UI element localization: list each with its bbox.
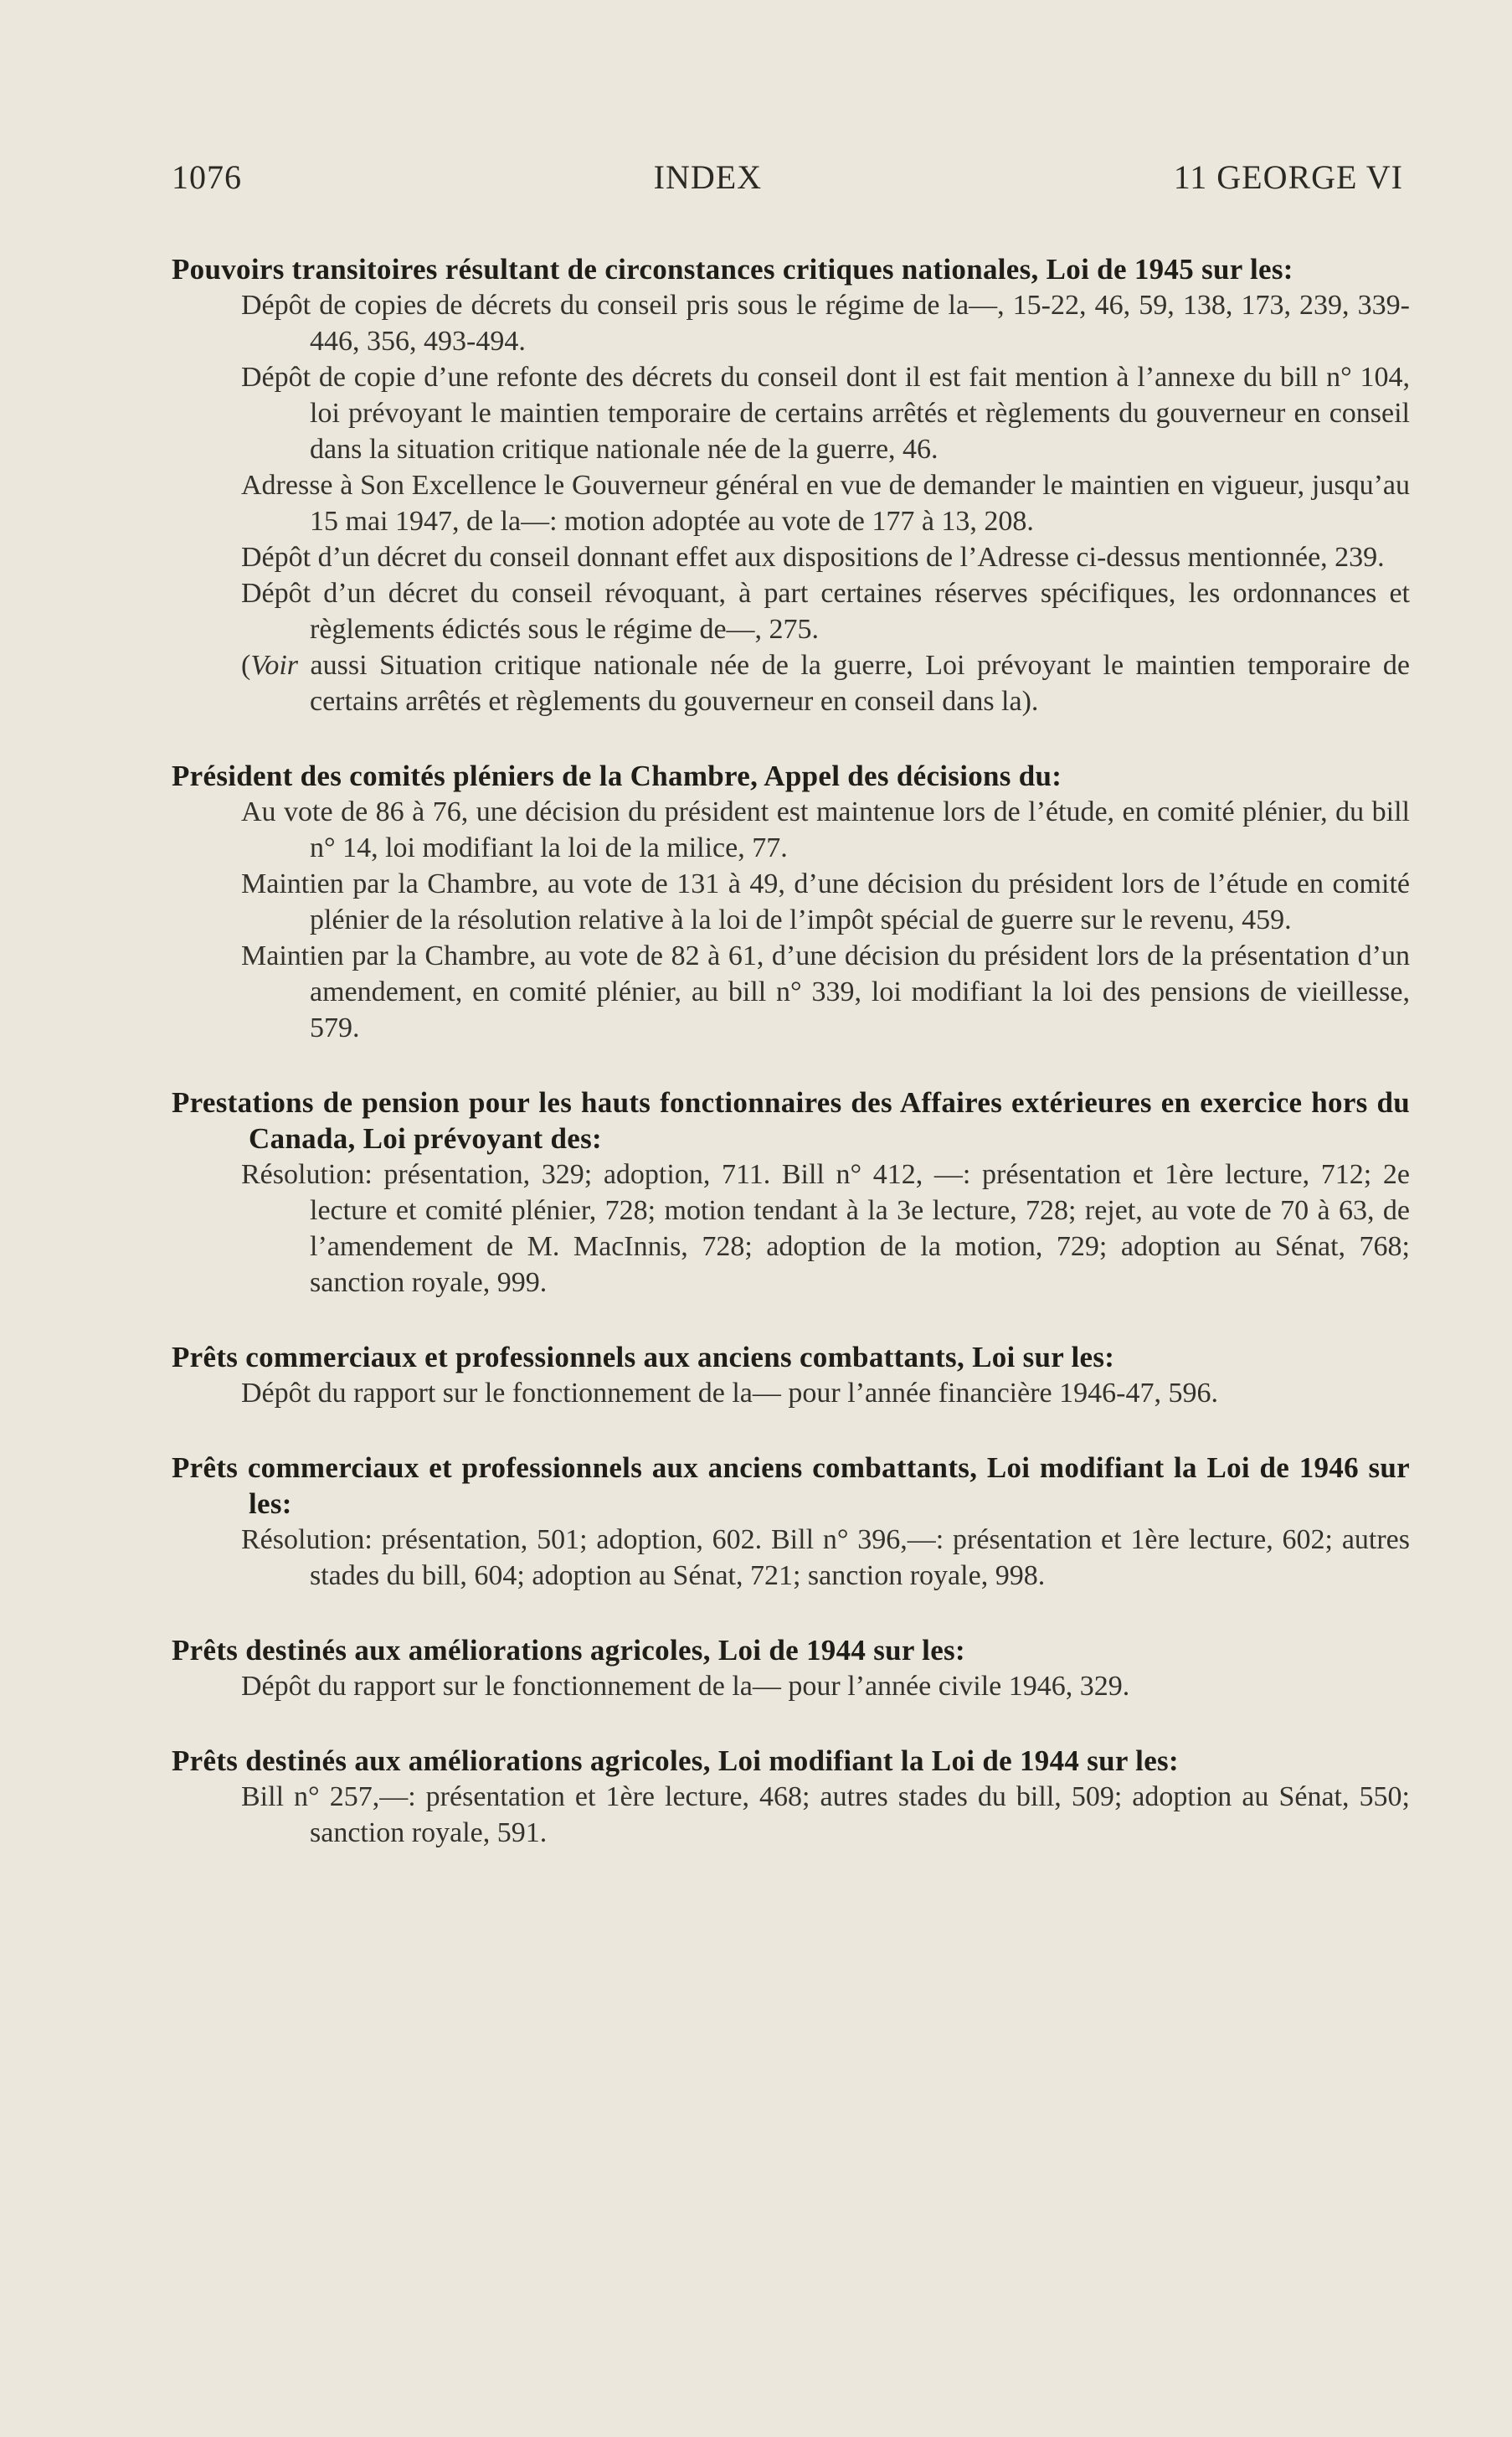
entry-item: Dépôt de copie d’une refonte des décrets du conseil dont il est fait mention à l’annexe du bill n° 104, loi prévoyant le maintien temporaire de certains arrêtés et règlements du gouverneur en conseil dans la situation critique nationale née de la guerre, 46. [241,362,1410,465]
see-also-prefix: Voir [250,650,299,681]
entry-heading: Président des comités pléniers de la Chambre, Appel des décisions du: [172,760,1062,792]
entry-item: Adresse à Son Excellence le Gouverneur général en vue de demander le maintien en vigueur, jusqu’au 15 mai 1947, de la—: motion adoptée au vote de 177 à 13, 208. [241,470,1410,537]
see-also-open: ( [241,650,251,681]
entry-item: Résolution: présentation, 329; adoption, 711. Bill n° 412, —: présentation et 1ère lecture, 712; 2e lecture et comité plénier, 728; motion tendant à la 3e lecture, 728; rejet, au vote de 70 à 63, de l’amendement de M. MacInnis, 728; adoption de la motion, 729; adoption au Sénat, 768; sanction royale, 999. [241,1159,1410,1298]
entry-item: Dépôt du rapport sur le fonctionnement de la— pour l’année financière 1946-47, 596. [241,1378,1218,1409]
index-entry [172,1085,1410,1301]
running-header [172,157,1403,197]
index-entry [172,1339,1410,1411]
entry-heading: Pouvoirs transitoires résultant de circonstances critiques nationales, Loi de 1945 sur les: [172,253,1293,286]
entry-heading: Prêts commerciaux et professionnels aux anciens combattants, Loi modifiant la Loi de 1946 sur les: [172,1451,1410,1520]
see-also-note [172,647,1410,719]
page-number: 1076 [172,158,242,196]
entry-item: Dépôt de copies de décrets du conseil pris sous le régime de la—, 15-22, 46, 59, 138, 173, 239, 339-446, 356, 493-494. [241,290,1410,357]
entry-heading: Prêts destinés aux améliorations agricoles, Loi de 1944 sur les: [172,1634,965,1667]
entry-item: Au vote de 86 à 76, une décision du président est maintenue lors de l’étude, en comité plénier, du bill n° 14, loi modifiant la loi de la milice, 77. [241,796,1410,863]
entry-item: Résolution: présentation, 501; adoption, 602. Bill n° 396,—: présentation et 1ère lecture, 602; autres stades du bill, 604; adoption au Sénat, 721; sanction royale, 998. [241,1524,1410,1591]
entry-item: Bill n° 257,—: présentation et 1ère lecture, 468; autres stades du bill, 509; adoption au Sénat, 550; sanction royale, 591. [241,1781,1410,1848]
see-also-text: aussi Situation critique nationale née de la guerre, Loi prévoyant le maintien temporaire de certains arrêtés et règlements du gouverneur en conseil dans la). [298,650,1410,717]
index-entry [172,1743,1410,1851]
index-entry [172,1632,1410,1704]
entry-heading: Prêts destinés aux améliorations agricoles, Loi modifiant la Loi de 1944 sur les: [172,1744,1179,1777]
index-entry [172,758,1410,1046]
entry-heading: Prestations de pension pour les hauts fonctionnaires des Affaires extérieures en exercice hors du Canada, Loi prévoyant des: [172,1086,1410,1155]
entry-item: Dépôt d’un décret du conseil révoquant, à part certaines réserves spécifiques, les ordonnances et règlements édictés sous le régime de—, 275. [241,578,1410,645]
index-entry [172,251,1410,719]
entry-item: Dépôt du rapport sur le fonctionnement de la— pour l’année civile 1946, 329. [241,1671,1130,1702]
entry-item: Dépôt d’un décret du conseil donnant effet aux dispositions de l’Adresse ci-dessus mentionnée, 239. [241,542,1385,573]
entry-item: Maintien par la Chambre, au vote de 131 à 49, d’une décision du président lors de l’étude en comité plénier de la résolution relative à la loi de l’impôt spécial de guerre sur le revenu, 459. [241,868,1410,935]
entry-item: Maintien par la Chambre, au vote de 82 à 61, d’une décision du président lors de la présentation d’un amendement, en comité plénier, au bill n° 339, loi modifiant la loi des pensions de vieillesse, 579. [241,940,1410,1043]
index-entries [172,251,1410,1889]
entry-heading: Prêts commerciaux et professionnels aux anciens combattants, Loi sur les: [172,1341,1115,1373]
index-entry [172,1450,1410,1594]
page-title: INDEX [653,158,763,196]
volume-label: 11 GEORGE VI [1173,158,1403,196]
